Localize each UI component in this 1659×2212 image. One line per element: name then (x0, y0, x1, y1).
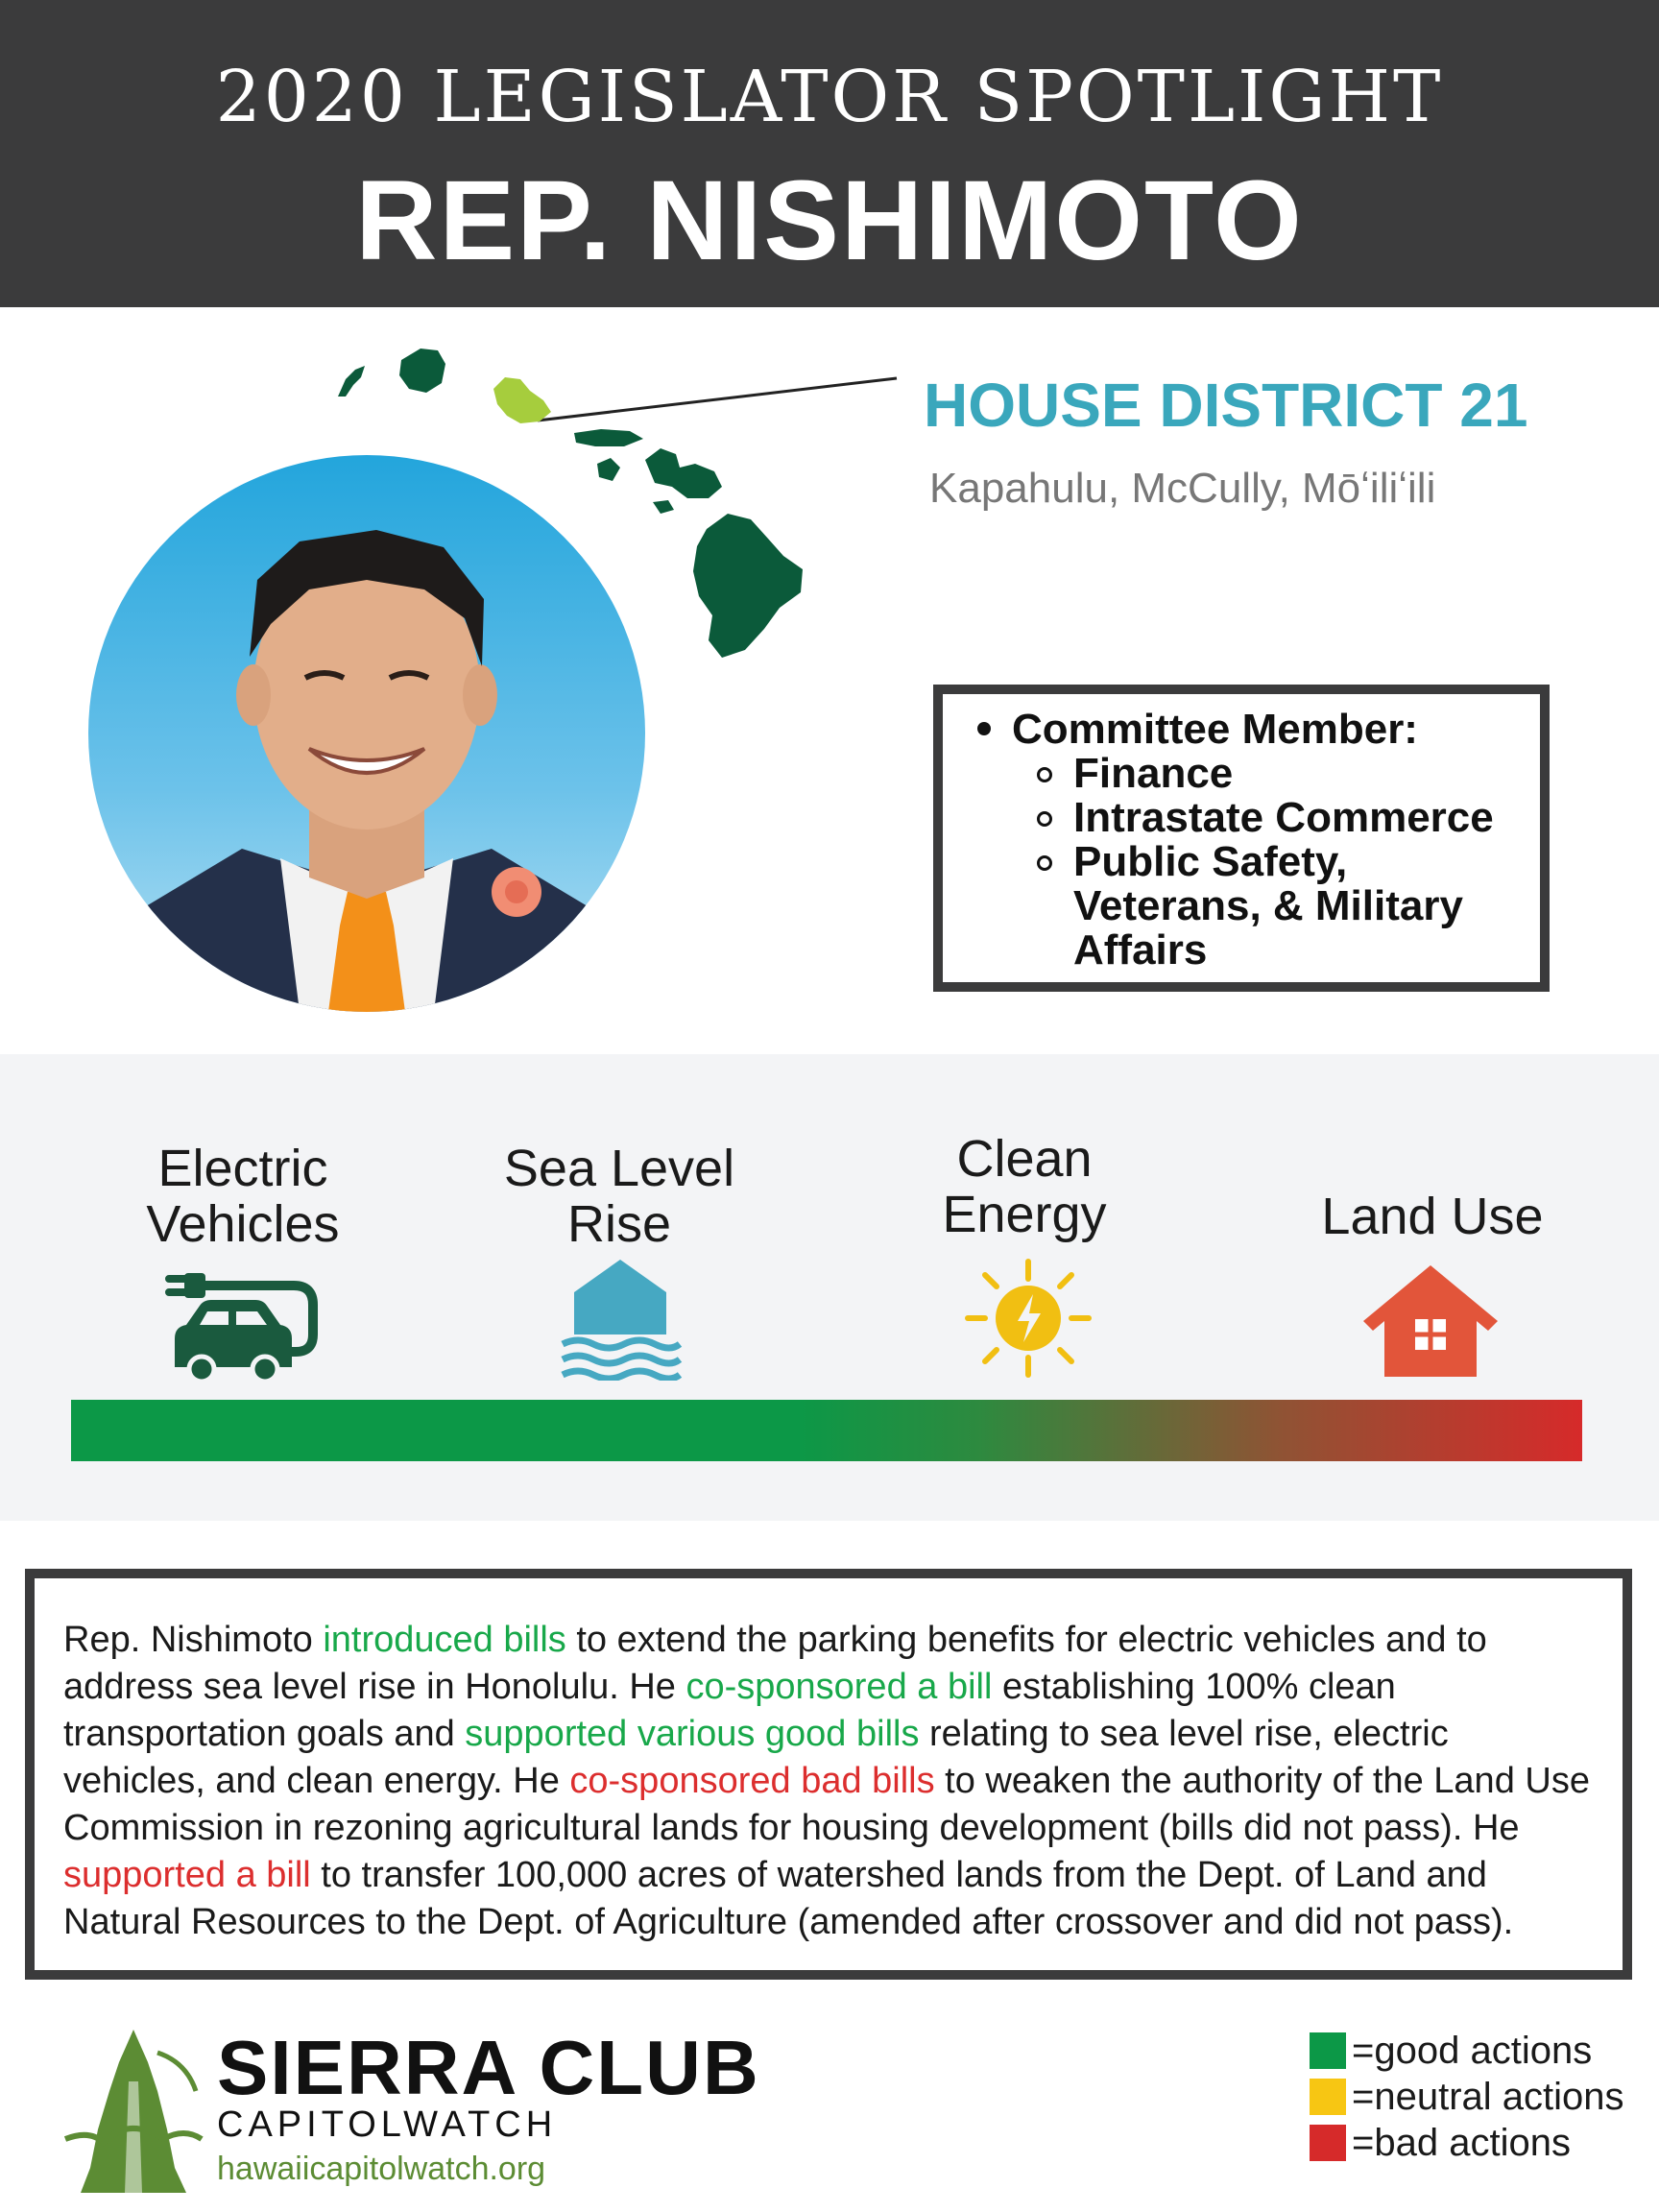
website-link[interactable]: hawaiicapitolwatch.org (217, 2151, 546, 2187)
legend-item-bad (1310, 2120, 1624, 2166)
brand-subtitle: CAPITOLWATCH (217, 2104, 558, 2145)
committee-item-label: Finance (1073, 750, 1234, 797)
legend-label: =good actions (1352, 2029, 1593, 2072)
district-title: HOUSE DISTRICT 21 (924, 371, 1528, 440)
house-icon (1359, 1262, 1502, 1381)
bad-swatch-icon (1310, 2125, 1346, 2161)
bad-action-highlight: supported a bill (63, 1855, 311, 1895)
circle-bullet-icon (1037, 767, 1052, 782)
neutral-swatch-icon (1310, 2079, 1346, 2115)
committee-box (933, 685, 1550, 992)
good-swatch-icon (1310, 2032, 1346, 2069)
circle-bullet-icon (1037, 811, 1052, 827)
action-scale-bar (71, 1400, 1582, 1461)
bullet-icon (977, 722, 991, 735)
issue-label-sea-level-rise: Sea Level Rise (503, 1140, 735, 1253)
legend-item-good (1310, 2028, 1624, 2074)
committee-item (1037, 752, 1517, 796)
legend-label: =bad actions (1352, 2121, 1571, 2164)
committee-item (1037, 840, 1517, 973)
good-action-highlight: supported various good bills (465, 1714, 920, 1754)
issue-label-clean-energy: Clean Energy (942, 1130, 1107, 1243)
district-neighborhoods: Kapahulu, McCully, Mōʻiliʻili (929, 465, 1436, 512)
committee-item-label: Public Safety, Veterans, & Military Affairs (1073, 838, 1463, 974)
legislator-portrait (88, 455, 645, 1012)
committee-item (1037, 796, 1517, 840)
legend-label: =neutral actions (1352, 2075, 1624, 2118)
sun-energy-icon (964, 1258, 1093, 1379)
circle-bullet-icon (1037, 855, 1052, 871)
redwood-tree-logo-icon (61, 2024, 205, 2197)
action-legend (1310, 2028, 1624, 2166)
spotlight-kicker: 2020 LEGISLATOR SPOTLIGHT (215, 56, 1444, 138)
good-action-highlight: co-sponsored a bill (685, 1667, 993, 1707)
sea-level-rise-icon (559, 1260, 684, 1381)
issue-label-electric-vehicles: Electric Vehicles (146, 1140, 340, 1253)
legislator-name: REP. NISHIMOTO (355, 157, 1304, 284)
committee-label: Committee Member: (1012, 706, 1418, 753)
good-action-highlight: introduced bills (323, 1620, 566, 1660)
committee-list (1037, 752, 1517, 973)
summary-text-box (25, 1569, 1632, 1980)
electric-car-icon (161, 1260, 325, 1381)
committee-heading (977, 708, 1517, 752)
legend-item-neutral (1310, 2074, 1624, 2120)
brand-name: SIERRA CLUB (217, 2025, 760, 2110)
header-banner (0, 0, 1659, 307)
committee-item-label: Intrastate Commerce (1073, 794, 1494, 841)
summary-paragraph: Rep. Nishimoto introduced bills to extend the parking benefits for electric vehicles and to address sea level rise in Honolulu. He co-sponsored a bill establishing 100% clean transportation goals and supported various good bills relating to sea level rise, electric vehicles, and clean energy. He co-sponsored bad bills to weaken the authority of the Land Use Commission in rezoning agricultural lands for housing development (bills did not pass). He supported a bill to transfer 100,000 acres of watershed lands from the Dept. of Land and Natural Resources to the Dept. of Agriculture (amended after crossover and did not pass). (63, 1620, 1590, 1942)
issue-label-land-use: Land Use (1321, 1188, 1544, 1245)
bad-action-highlight: co-sponsored bad bills (569, 1761, 935, 1801)
